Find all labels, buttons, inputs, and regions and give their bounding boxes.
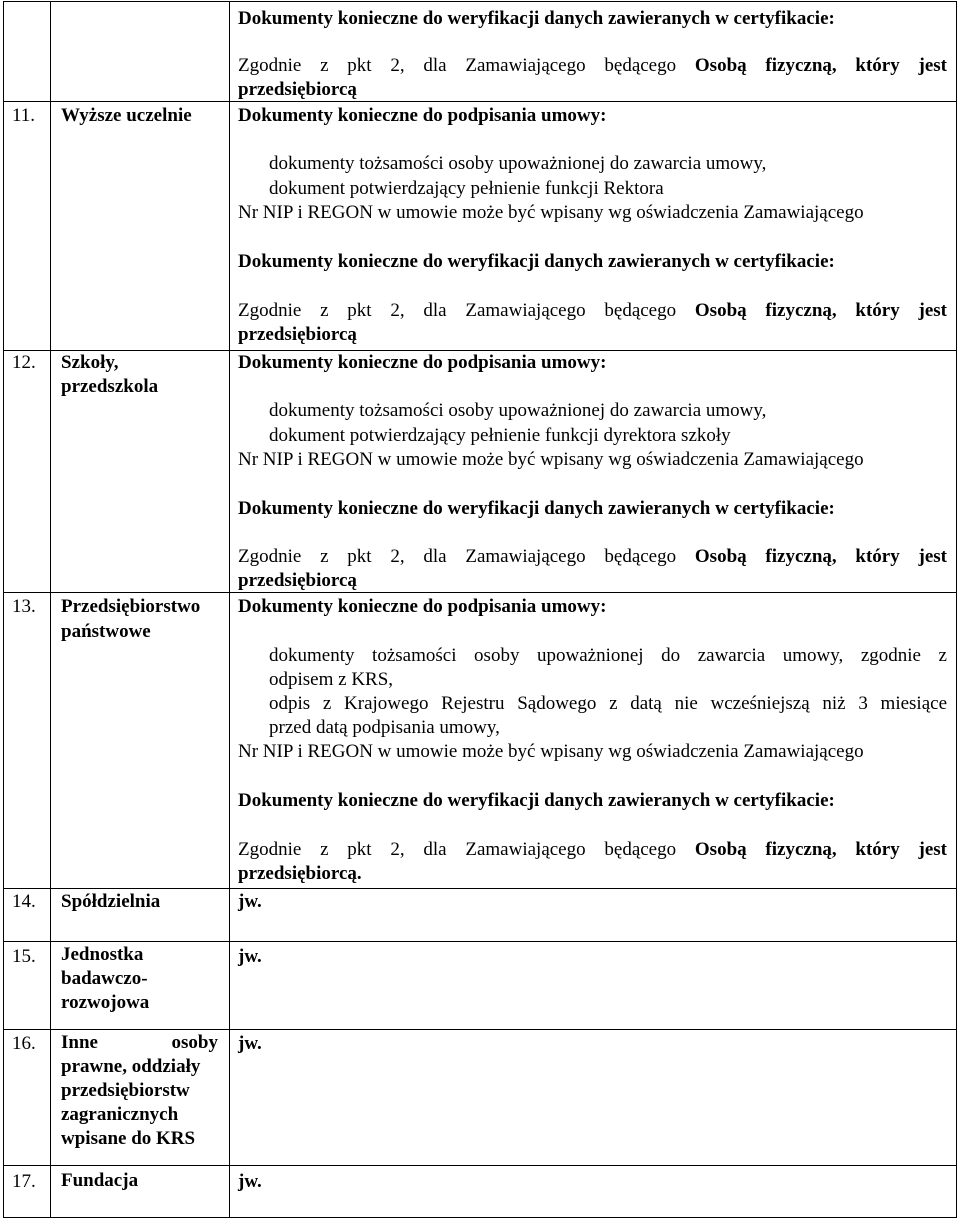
- id-docs-line-end: odpisem z KRS,: [269, 669, 394, 690]
- sign-heading: Dokumenty konieczne do podpisania umowy:: [238, 105, 607, 126]
- row-number: 11.: [12, 105, 36, 126]
- row-number: 14.: [12, 891, 36, 912]
- row-divider: [3, 1165, 957, 1166]
- jw-text: jw.: [238, 891, 262, 912]
- zgodnie-line-end: przedsiębiorcą: [238, 570, 357, 591]
- entity-name: państwowe: [61, 621, 151, 642]
- id-docs-line: dokumenty tożsamości osoby upoważnionej do zawarcia umowy, zgodnie z: [269, 645, 947, 666]
- zgodnie-line: Zgodnie z pkt 2, dla Zamawiającego będącego Osobą fizyczną, który jest: [238, 546, 947, 567]
- entity-name: Jednostka: [61, 944, 144, 965]
- row-number: 13.: [12, 596, 36, 617]
- entity-name: rozwojowa: [61, 992, 150, 1013]
- row-number: 15.: [12, 946, 36, 967]
- row-number: 12.: [12, 352, 36, 373]
- sign-heading: Dokumenty konieczne do podpisania umowy:: [238, 352, 607, 373]
- row-number: 17.: [12, 1171, 36, 1192]
- entity-name: Spółdzielnia: [61, 891, 161, 912]
- table-border-bottom: [3, 1217, 957, 1218]
- table-border-left: [3, 1, 4, 1217]
- row-divider: [3, 101, 957, 102]
- nip-regon-line: Nr NIP i REGON w umowie może być wpisany wg oświadczenia Zamawiającego: [238, 449, 864, 470]
- column-divider-name: [229, 1, 230, 1217]
- krs-line-end: przed datą podpisania umowy,: [269, 717, 500, 738]
- zgodnie-line-end: przedsiębiorcą: [238, 324, 357, 345]
- zgodnie-line: Zgodnie z pkt 2, dla Zamawiającego będącego Osobą fizyczną, który jest: [238, 300, 947, 321]
- verify-heading: Dokumenty konieczne do weryfikacji danych zawieranych w certyfikacie:: [238, 8, 835, 29]
- table-border-right: [956, 1, 957, 1217]
- jw-text: jw.: [238, 1033, 262, 1054]
- krs-line: odpis z Krajowego Rejestru Sądowego z datą nie wcześniejszą niż 3 miesiące: [269, 693, 947, 714]
- row-number: 16.: [12, 1033, 36, 1054]
- entity-name: przedszkola: [61, 376, 159, 397]
- entity-name: badawczo-: [61, 968, 148, 989]
- entity-name: Przedsiębiorstwo: [61, 596, 201, 617]
- nip-regon-line: Nr NIP i REGON w umowie może być wpisany wg oświadczenia Zamawiającego: [238, 741, 864, 762]
- nip-regon-line: Nr NIP i REGON w umowie może być wpisany wg oświadczenia Zamawiającego: [238, 202, 864, 223]
- entity-name: przedsiębiorstw: [61, 1080, 190, 1101]
- entity-name: Fundacja: [61, 1170, 139, 1191]
- function-doc-line: dokument potwierdzający pełnienie funkcji dyrektora szkoły: [269, 425, 731, 446]
- entity-name: Szkoły,: [61, 352, 119, 373]
- row-divider: [3, 888, 957, 889]
- id-docs-line: dokumenty tożsamości osoby upoważnionej do zawarcia umowy,: [269, 400, 767, 421]
- entity-name: Wyższe uczelnie: [61, 105, 192, 126]
- zgodnie-line: Zgodnie z pkt 2, dla Zamawiającego będącego Osobą fizyczną, który jest: [238, 55, 947, 76]
- zgodnie-line: Zgodnie z pkt 2, dla Zamawiającego będącego Osobą fizyczną, który jest: [238, 839, 947, 860]
- entity-name: wpisane do KRS: [61, 1128, 196, 1149]
- zgodnie-line-end: przedsiębiorcą.: [238, 863, 362, 884]
- sign-heading: Dokumenty konieczne do podpisania umowy:: [238, 596, 607, 617]
- id-docs-line: dokumenty tożsamości osoby upoważnionej do zawarcia umowy,: [269, 153, 767, 174]
- row-divider: [3, 1029, 957, 1030]
- row-divider: [3, 592, 957, 593]
- verify-heading: Dokumenty konieczne do weryfikacji danych zawieranych w certyfikacie:: [238, 790, 835, 811]
- entity-name: prawne, oddziały: [61, 1056, 201, 1077]
- entity-name: zagranicznych: [61, 1104, 179, 1125]
- jw-text: jw.: [238, 1171, 262, 1192]
- function-doc-line: dokument potwierdzający pełnienie funkcji Rektora: [269, 178, 664, 199]
- verify-heading: Dokumenty konieczne do weryfikacji danych zawieranych w certyfikacie:: [238, 251, 835, 272]
- zgodnie-line-end: przedsiębiorcą: [238, 79, 357, 100]
- column-divider-num: [50, 1, 51, 1217]
- row-divider: [3, 941, 957, 942]
- verify-heading: Dokumenty konieczne do weryfikacji danych zawieranych w certyfikacie:: [238, 498, 835, 519]
- table-border-top: [3, 1, 957, 2]
- jw-text: jw.: [238, 946, 262, 967]
- entity-name: Inne osoby: [61, 1032, 218, 1053]
